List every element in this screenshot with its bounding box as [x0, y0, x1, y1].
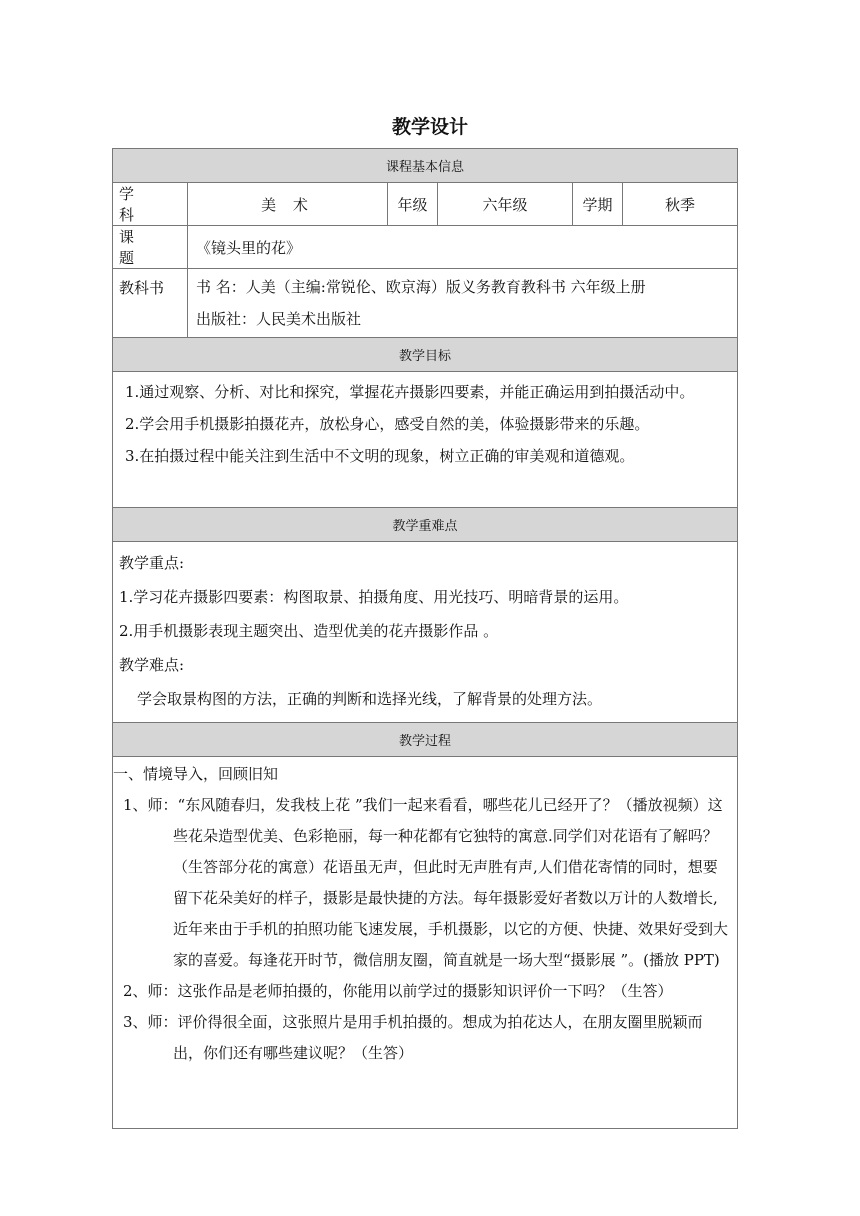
goal-item: 2.学会用手机摄影拍摄花卉，放松身心，感受自然的美，体验摄影带来的乐趣。 — [125, 415, 650, 433]
lesson-label: 课 题 — [113, 226, 188, 269]
process-item: 3、师：评价得很全面，这张照片是用手机拍摄的。想成为拍花达人，在朋友圈里脱颖而出，你们还有哪些建议呢？（生答） — [123, 1013, 703, 1062]
term-label: 学期 — [573, 183, 623, 226]
lesson-value: 《镜头里的花》 — [188, 226, 738, 269]
grade-label: 年级 — [388, 183, 438, 226]
process-item: 2、师：这张作品是老师拍摄的，你能用以前学过的摄影知识评价一下吗？（生答） — [123, 982, 673, 1000]
term-value: 秋季 — [623, 183, 738, 226]
process-item: 1、师：“东风随春归，发我枝上花 ”我们一起来看看，哪些花儿已经开了？（播放视频）这些花朵造型优美、色彩艳丽，每一种花都有它独特的寓意.同学们对花语有了解吗？（生答部分花的寓意）花语虽无声，但此时无声胜有声,人们借花寄情的同时，想要留下花朵美好的样子，摄影是最快捷的方法。每年摄影爱好者数以万计的人数增长,近年来由于手机的拍照功能飞速发展，手机摄影，以它的方便、快捷、效果好受到大家的喜爱。每逢花开时节，微信朋友圈，简直就是一场大型“摄影展 ”。(播放 PPT) — [123, 796, 729, 969]
lesson-plan-table — [112, 148, 738, 1129]
textbook-name: 书 名：人美（主编:常锐伦、欧京海）版义务教育教科书 六年级上册 — [196, 278, 646, 296]
goals-cell — [113, 372, 738, 508]
key-point-item: 1.学习花卉摄影四要素：构图取景、拍摄角度、用光技巧、明暗背景的运用。 — [119, 588, 629, 606]
difficulty-label: 教学难点: — [119, 656, 185, 674]
textbook-publisher: 出版社：人民美术出版社 — [196, 310, 362, 328]
section-key-points: 教学重难点 — [113, 508, 738, 542]
subject-value: 美 术 — [188, 183, 388, 226]
key-points-cell — [113, 542, 738, 723]
goal-item: 3.在拍摄过程中能关注到生活中不文明的现象，树立正确的审美观和道德观。 — [125, 447, 635, 465]
section-goals: 教学目标 — [113, 338, 738, 372]
key-points-label: 教学重点: — [119, 554, 185, 572]
subject-label: 学 科 — [113, 183, 188, 226]
textbook-label: 教科书 — [113, 269, 188, 338]
goal-item: 1.通过观察、分析、对比和探究，掌握花卉摄影四要素，并能正确运用到拍摄活动中。 — [125, 383, 695, 401]
process-heading: 一、情境导入，回顾旧知 — [113, 765, 279, 783]
section-process: 教学过程 — [113, 723, 738, 757]
difficulty-text: 学会取景构图的方法，正确的判断和选择光线，了解背景的处理方法。 — [137, 690, 603, 708]
textbook-info — [188, 269, 738, 338]
document-title: 教学设计 — [391, 116, 468, 138]
grade-value: 六年级 — [438, 183, 573, 226]
section-basic-info: 课程基本信息 — [113, 149, 738, 183]
key-point-item: 2.用手机摄影表现主题突出、造型优美的花卉摄影作品 。 — [119, 622, 499, 640]
process-cell — [113, 757, 738, 1129]
